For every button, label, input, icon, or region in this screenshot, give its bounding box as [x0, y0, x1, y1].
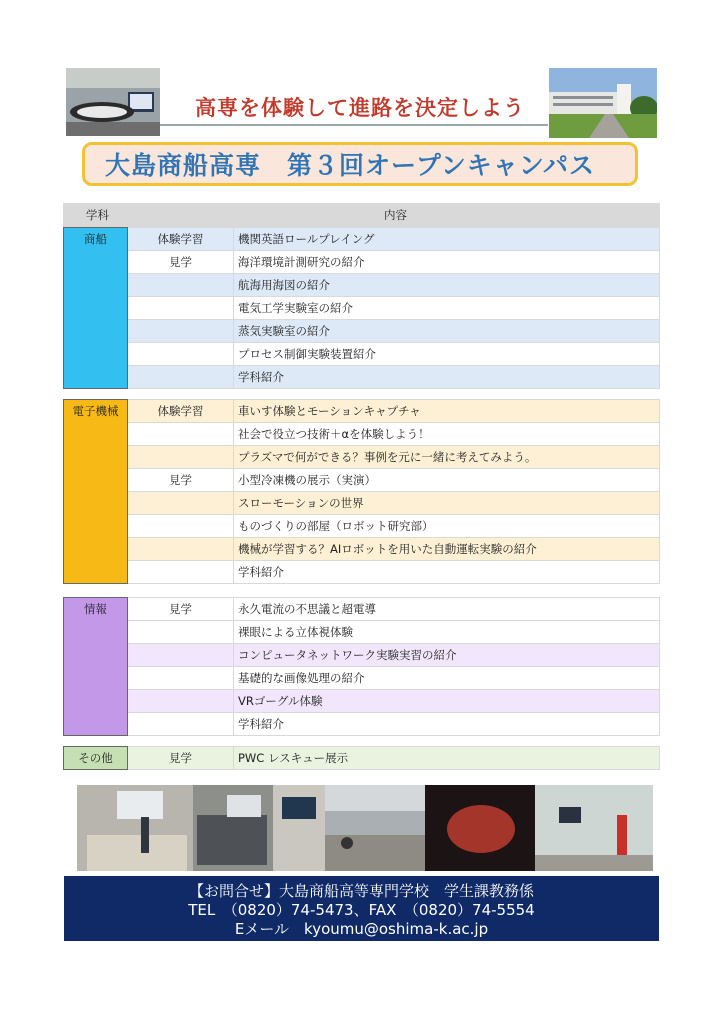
row-content: 航海用海図の紹介	[234, 274, 660, 297]
row-kind: 体験学習	[128, 400, 234, 423]
contact-phone-fax: TEL （0820）74-5473、FAX （0820）74-5554	[188, 901, 535, 919]
photo-strip	[77, 785, 653, 871]
header-photo-campus	[549, 68, 657, 138]
section-table-other	[63, 746, 660, 770]
row-content: VRゴーグル体験	[234, 690, 660, 713]
contact-email: Eメール kyoumu@oshima-k.ac.jp	[234, 920, 489, 938]
row-content: 学科紹介	[234, 713, 660, 736]
banner-underline	[160, 124, 548, 126]
row-content: 蒸気実験室の紹介	[234, 320, 660, 343]
banner-headline: 高専を体験して進路を決定しよう	[195, 96, 525, 120]
row-content: PWC レスキュー展示	[234, 747, 660, 770]
row-kind	[128, 621, 234, 644]
row-kind	[128, 320, 234, 343]
header-content: 内容	[128, 204, 660, 227]
row-kind	[128, 644, 234, 667]
row-kind	[128, 492, 234, 515]
row-kind: 体験学習	[128, 228, 234, 251]
row-content: 車いす体験とモーションキャプチャ	[234, 400, 660, 423]
dept-label: 電子機械	[64, 400, 128, 584]
schedule-table-header	[63, 203, 660, 227]
row-content: 小型冷凍機の展示（実演）	[234, 469, 660, 492]
row-content: プロセス制御実験装置紹介	[234, 343, 660, 366]
row-kind	[128, 713, 234, 736]
header-photo-classroom	[66, 68, 160, 136]
row-content: 社会で役立つ技術＋αを体験しよう！	[234, 423, 660, 446]
row-kind	[128, 423, 234, 446]
row-kind	[128, 561, 234, 584]
row-content: 学科紹介	[234, 561, 660, 584]
dept-label: 情報	[64, 598, 128, 736]
section-table-denshi-kikai	[63, 399, 660, 584]
row-content: プラズマで何ができる？事例を元に一緒に考えてみよう。	[234, 446, 660, 469]
row-kind	[128, 515, 234, 538]
row-content: 学科紹介	[234, 366, 660, 389]
event-title-box	[82, 142, 638, 186]
row-kind	[128, 343, 234, 366]
dept-label: 商船	[64, 228, 128, 389]
section-table-shosen	[63, 227, 660, 389]
row-content: コンピュータネットワーク実験実習の紹介	[234, 644, 660, 667]
row-content: 裸眼による立体視体験	[234, 621, 660, 644]
row-content: 海洋環境計測研究の紹介	[234, 251, 660, 274]
row-kind	[128, 297, 234, 320]
row-content: 電気工学実験室の紹介	[234, 297, 660, 320]
row-kind	[128, 446, 234, 469]
contact-block	[64, 876, 659, 941]
row-content: スローモーションの世界	[234, 492, 660, 515]
row-kind: 見学	[128, 469, 234, 492]
header-dept: 学科	[64, 204, 128, 227]
row-kind: 見学	[128, 747, 234, 770]
row-kind	[128, 274, 234, 297]
contact-inquiry: 【お問合せ】大島商船高等専門学校 学生課教務係	[188, 882, 534, 900]
row-kind	[128, 667, 234, 690]
row-content: 機械が学習する？AIロボットを用いた自動運転実験の紹介	[234, 538, 660, 561]
row-content: 機関英語ロールプレイング	[234, 228, 660, 251]
row-kind	[128, 538, 234, 561]
row-kind	[128, 690, 234, 713]
dept-label: その他	[64, 747, 128, 770]
section-table-joho	[63, 597, 660, 736]
row-content: 基礎的な画像処理の紹介	[234, 667, 660, 690]
school-name: 大島商船高専	[105, 151, 262, 180]
row-content: ものづくりの部屋（ロボット研究部）	[234, 515, 660, 538]
row-kind	[128, 366, 234, 389]
row-kind: 見学	[128, 251, 234, 274]
row-kind: 見学	[128, 598, 234, 621]
event-name: 第３回オープンキャンパス	[287, 151, 596, 180]
row-content: 永久電流の不思議と超電導	[234, 598, 660, 621]
